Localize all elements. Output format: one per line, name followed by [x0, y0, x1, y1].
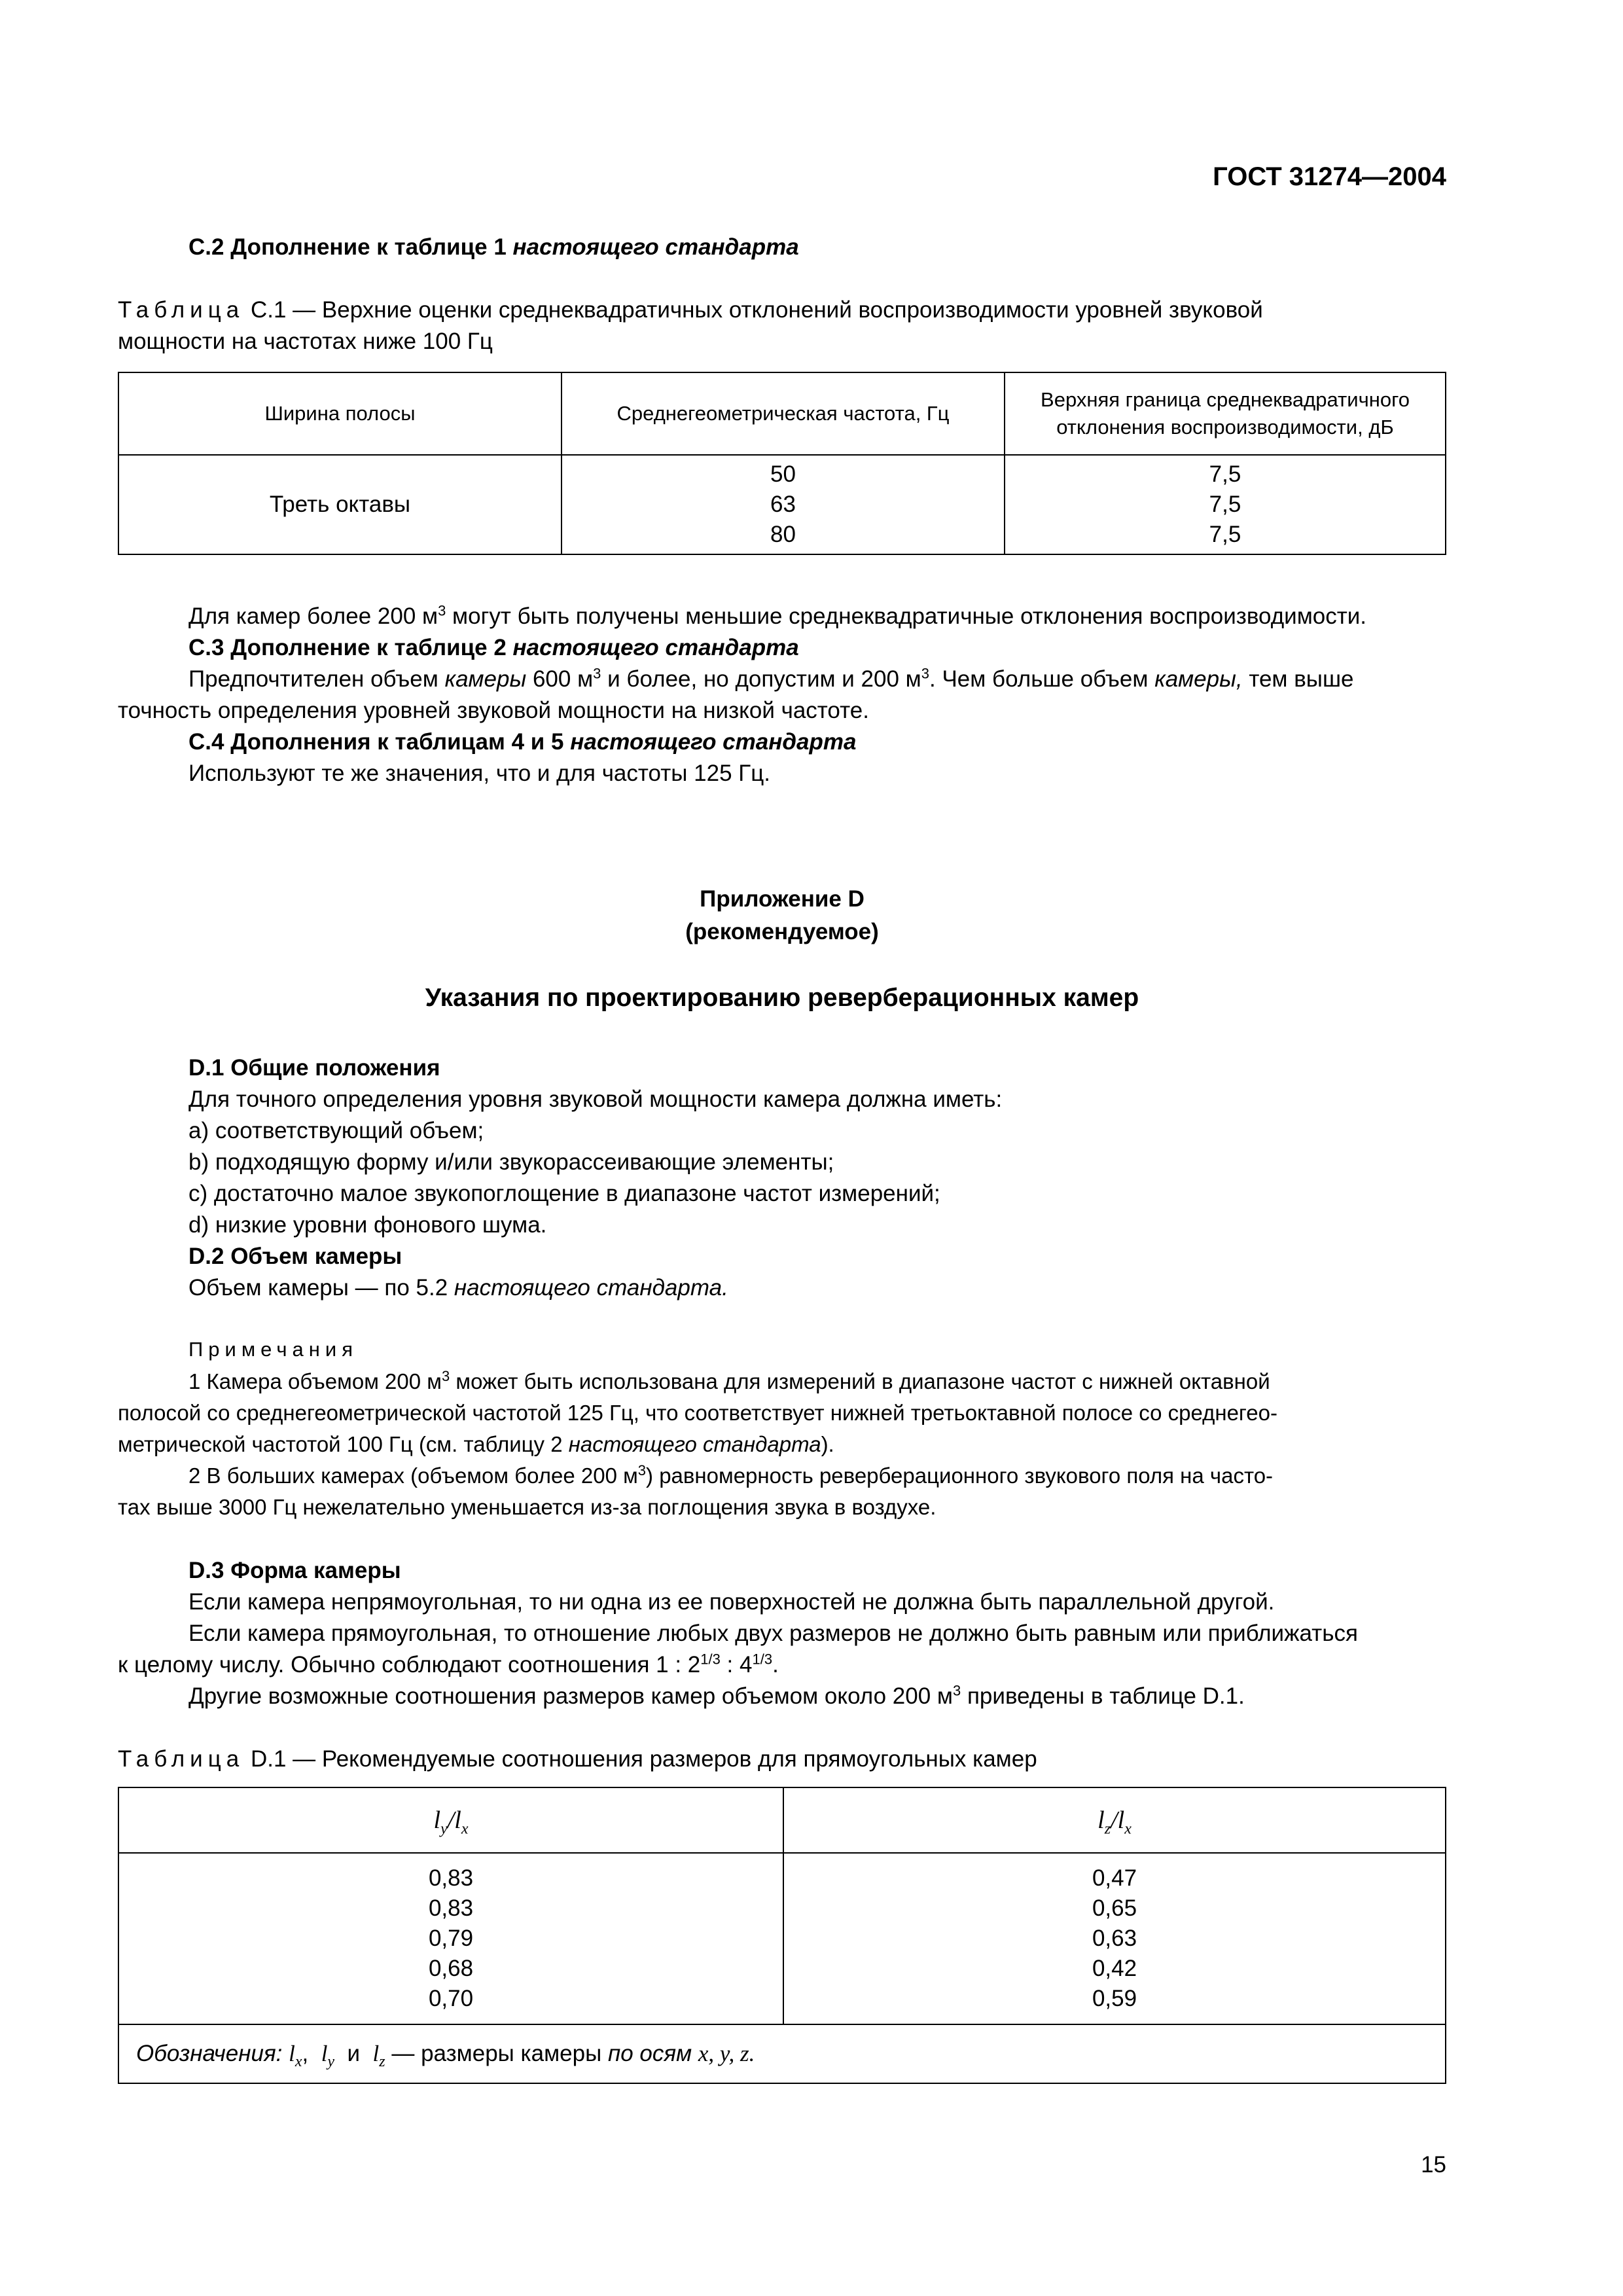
section-c4-text: Используют те же значения, что и для частоты 125 Гц.	[188, 761, 770, 786]
table-c1-band-cell: Треть октавы	[118, 455, 562, 554]
table-c1-header-deviation: Верхняя граница среднеквадратичного отклонения воспроизводимости, дБ	[1005, 372, 1446, 455]
section-c4-heading: С.4 Дополнения к таблицам 4 и 5 настоящего стандарта	[188, 729, 857, 755]
table-c1-frequency-cell: 50 63 80	[562, 455, 1005, 554]
section-c3-text: Предпочтителен объем камеры 600 $м^3$ и более, но допустим и 200 $м^3$. Чем больше объем камеры, тем выше	[188, 665, 1354, 692]
section-c3-text-line2: точность определения уровней звуковой мощности на низкой частоте.	[118, 698, 869, 723]
note-2-line2: тах выше 3000 Гц нежелательно уменьшается из-за поглощения звука в воздухе.	[118, 1495, 936, 1519]
section-d1-heading: D.1 Общие положения	[188, 1055, 440, 1081]
table-d1-legend: Обозначения: $l_x$, $l_y$ и $l_z$ — размеры камеры по осям x, y, z.	[118, 2024, 1446, 2083]
table-c1	[118, 372, 1446, 555]
section-d3-heading: D.3 Форма камеры	[188, 1558, 401, 1583]
section-d3-p2-line1: Если камера прямоугольная, то отношение любых двух размеров не должно быть равным или приближаться	[188, 1621, 1358, 1646]
note-1-line3: метрической частотой 100 Гц (см. таблицу 2 настоящего стандарта).	[118, 1432, 834, 1456]
note-1-line2: полосой со среднегеометрической частотой 125 Гц, что соответствует нижней третьоктавной полосе со среднегео-	[118, 1401, 1277, 1425]
note-2-line1: 2 В больших камерах (объемом более 200 $м^3$) равномерность реверберационного звукового поля на часто-	[188, 1462, 1274, 1488]
list-item: a) соответствующий объем;	[188, 1118, 484, 1143]
section-d2-heading: D.2 Объем камеры	[188, 1244, 402, 1269]
table-c1-header-frequency: Среднегеометрическая частота, Гц	[562, 372, 1005, 455]
section-c3-heading: С.3 Дополнение к таблице 2 настоящего стандарта	[188, 635, 799, 660]
table-c1-header-band: Ширина полосы	[118, 372, 562, 455]
table-d1-header-ly-lx: $l_y/l_x$	[118, 1787, 783, 1853]
list-item: d) низкие уровни фонового шума.	[188, 1212, 547, 1238]
appendix-title: Приложение D	[700, 886, 865, 912]
table-d1-header-lz-lx: $l_z/l_x$	[783, 1787, 1446, 1853]
section-c2-heading: С.2 Дополнение к таблице 1 настоящего стандарта	[188, 234, 799, 260]
list-item: b) подходящую форму и/или звукорассеивающие элементы;	[188, 1149, 834, 1175]
appendix-heading: Указания по проектированию реверберационных камер	[425, 984, 1139, 1012]
section-d3-p3: Другие возможные соотношения размеров камер объемом около 200 $м^3$ приведены в таблице D.1.	[188, 1682, 1245, 1709]
page-number: 15	[1421, 2152, 1446, 2178]
table-c1-caption: Таблица С.1 — Верхние оценки среднеквадратичных отклонений воспроизводимости уровней звуковой	[118, 297, 1263, 323]
appendix-subtitle: (рекомендуемое)	[685, 919, 879, 944]
section-d2-text: Объем камеры — по 5.2 настоящего стандарта.	[188, 1275, 728, 1300]
table-d1-caption: Таблица D.1 — Рекомендуемые соотношения размеров для прямоугольных камер	[118, 1746, 1037, 1772]
section-d1-intro: Для точного определения уровня звуковой мощности камера должна иметь:	[188, 1086, 1003, 1112]
table-d1	[118, 1787, 1446, 2084]
section-d3-p1: Если камера непрямоугольная, то ни одна из ее поверхностей не должна быть параллельной другой.	[188, 1589, 1275, 1615]
doc-id: ГОСТ 31274—2004	[1213, 162, 1446, 191]
table-c1-caption-line2: мощности на частотах ниже 100 Гц	[118, 329, 493, 354]
notes-label: Примечания	[188, 1338, 358, 1361]
table-c1-deviation-cell: 7,5 7,5 7,5	[1005, 455, 1446, 554]
table-d1-lz-lx-cell: 0,47 0,65 0,63 0,42 0,59	[783, 1853, 1446, 2024]
note-1-line1: 1 Камера объемом 200 $м^3$ может быть использована для измерений в диапазоне частот с нижней октавной	[188, 1368, 1270, 1393]
section-d3-p2-line2: к целому числу. Обычно соблюдают соотношения 1 : $2^{1/3}$ : $4^{1/3}$.	[118, 1651, 779, 1677]
table-d1-ly-lx-cell: 0,83 0,83 0,79 0,68 0,70	[118, 1853, 783, 2024]
list-item: c) достаточно малое звукопоглощение в диапазоне частот измерений;	[188, 1181, 940, 1206]
para-chambers: Для камер более 200 $м^3$ могут быть получены меньшие среднеквадратичные отклонения воспроизводимости.	[188, 602, 1367, 629]
